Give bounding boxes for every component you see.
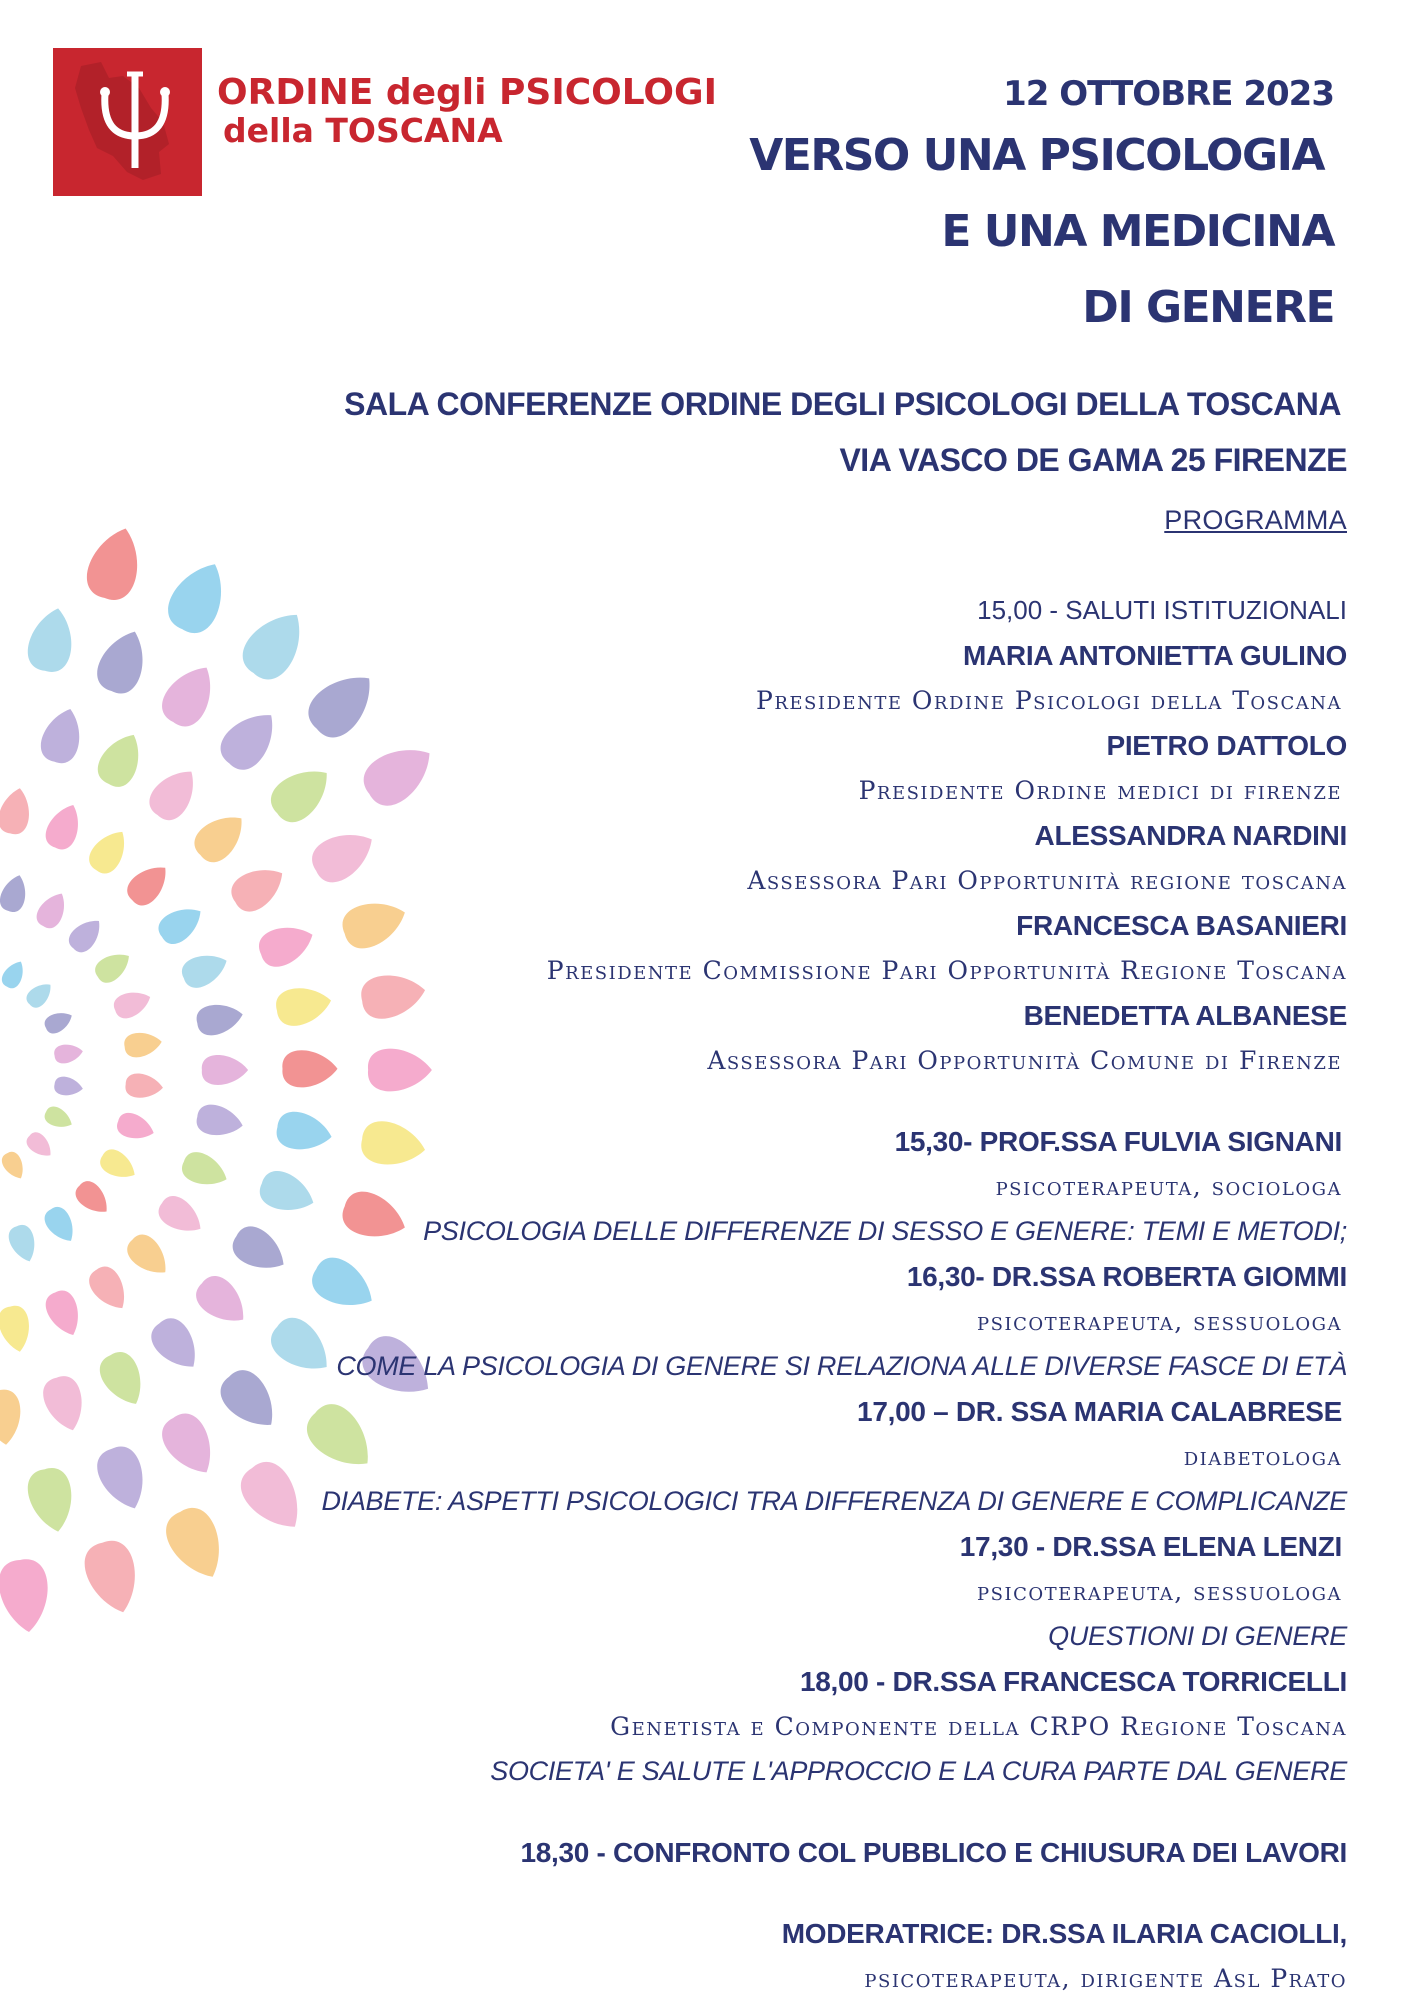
talk-topic: COME LA PSICOLOGIA DI GENERE SI RELAZIONA ALLE DIVERSE FASCE DI ETÀ — [336, 1351, 1347, 1381]
talk-time-speaker: 17,00 – DR. SSA MARIA CALABRESE — [857, 1396, 1342, 1427]
petal — [123, 1030, 163, 1059]
talk-time-speaker: 18,00 - DR.SSA FRANCESCA TORRICELLI — [800, 1666, 1347, 1697]
org-name-line1: ORDINE degli PSICOLOGI — [217, 72, 717, 113]
petal — [0, 1303, 35, 1355]
petal — [42, 1007, 76, 1036]
petal — [36, 704, 88, 768]
petal — [194, 1000, 245, 1038]
programma-heading: PROGRAMMA — [1164, 505, 1347, 535]
petal — [23, 978, 57, 1011]
petal — [0, 1388, 24, 1447]
petal — [0, 1557, 53, 1635]
petal — [202, 1055, 248, 1085]
petal — [145, 1312, 208, 1378]
talk-speaker-role: psicoterapeuta, sociologa — [995, 1172, 1342, 1201]
talk-time-speaker: 16,30- DR.SSA ROBERTA GIOMMI — [906, 1261, 1347, 1292]
petal — [194, 1102, 245, 1140]
petal — [0, 872, 31, 915]
talk-speaker-role: diabetologa — [1183, 1442, 1342, 1471]
speaker-name: FRANCESCA BASANIERI — [1016, 910, 1347, 941]
title-line-1: VERSO UNA PSICOLOGIA — [749, 130, 1324, 181]
moderator: MODERATRICE: DR.SSA ILARIA CACIOLLI, — [781, 1918, 1347, 1949]
petal — [0, 957, 29, 991]
talk-topic: QUESTIONI DI GENERE — [1048, 1621, 1347, 1651]
petal — [24, 604, 79, 675]
petal — [155, 1407, 225, 1484]
petal — [92, 726, 150, 792]
petal — [122, 857, 176, 911]
petal — [178, 1148, 232, 1193]
psi-icon — [53, 48, 202, 196]
petal — [161, 553, 237, 640]
talk-topic: SOCIETA' E SALUTE L'APPROCCIO E LA CURA PARTE DAL GENERE — [490, 1756, 1347, 1786]
petal — [188, 805, 254, 869]
petal — [71, 1177, 115, 1220]
petal — [122, 1229, 176, 1283]
petal — [155, 656, 225, 733]
petal — [65, 913, 108, 957]
venue-name: SALA CONFERENZE ORDINE DEGLI PSICOLOGI DELLA TOSCANA — [344, 386, 1341, 422]
talk-time-speaker: 17,30 - DR.SSA ELENA LENZI — [959, 1531, 1342, 1562]
org-name-line2: della TOSCANA — [223, 110, 503, 150]
petal — [84, 1261, 135, 1316]
closing-session: 18,30 - CONFRONTO COL PUBBLICO E CHIUSURA DEI LAVORI — [520, 1837, 1347, 1868]
speaker-role: Presidente Ordine medici di firenze — [858, 776, 1342, 805]
title-line-3: DI GENERE — [1082, 282, 1334, 333]
venue-address: VIA VASCO DE GAMA 25 FIRENZE — [839, 442, 1347, 478]
petal — [143, 760, 206, 826]
logo — [53, 48, 202, 196]
petal — [0, 1149, 29, 1183]
petal — [125, 1072, 164, 1099]
petal — [39, 1372, 91, 1436]
speaker-role: Presidente Ordine Psicologi della Toscana — [756, 686, 1342, 715]
petal — [159, 1501, 235, 1588]
greetings-time: 15,00 - SALUTI ISTITUZIONALI — [977, 595, 1347, 625]
speaker-role: Presidente Commissione Pari Opportunità Regione Toscana — [546, 956, 1347, 985]
petal — [154, 1191, 209, 1241]
talk-speaker-role: psicoterapeuta, sessuologa — [977, 1577, 1342, 1606]
petal — [94, 1347, 152, 1413]
petal — [53, 1042, 84, 1065]
talk-topic: PSICOLOGIA DELLE DIFFERENZE DI SESSO E GENERE: TEMI E METODI; — [423, 1216, 1347, 1246]
speaker-name: BENEDETTA ALBANESE — [1023, 1000, 1347, 1031]
petal — [96, 1145, 141, 1185]
petal — [42, 1104, 76, 1133]
petal — [81, 521, 149, 605]
petal — [91, 1441, 154, 1516]
petal — [53, 1075, 84, 1098]
event-header — [749, 74, 1334, 346]
speaker-role: Assessora Pari Opportunità regione toscana — [747, 866, 1347, 895]
speaker-role: Assessora Pari Opportunità Comune di Firenze — [707, 1046, 1342, 1075]
event-date: 12 OTTOBRE 2023 — [1003, 74, 1334, 114]
petal — [41, 799, 87, 853]
event-title — [749, 118, 1334, 346]
talk-speaker-role: Genetista e Componente della CRPO Regione Toscana — [610, 1712, 1347, 1741]
moderator-role: psicoterapeuta, dirigente Asl Prato — [864, 1964, 1347, 1993]
petal — [79, 1536, 146, 1620]
petal — [0, 785, 35, 837]
talk-topic: DIABETE: ASPETTI PSICOLOGICI TRA DIFFERENZA DI GENERE E COMPLICANZE — [321, 1486, 1347, 1516]
petal — [111, 986, 155, 1022]
petal — [40, 1203, 81, 1248]
petal — [114, 1110, 157, 1145]
petal — [91, 946, 136, 987]
petal — [41, 1286, 87, 1340]
talk-time-speaker: 15,30- PROF.SSA FULVIA SIGNANI — [894, 1126, 1342, 1157]
title-line-2: E UNA MEDICINA — [941, 206, 1334, 257]
petal — [154, 899, 209, 949]
petal — [178, 947, 232, 992]
petal — [84, 823, 135, 878]
speaker-name: MARIA ANTONIETTA GULINO — [962, 640, 1347, 671]
petal — [190, 1269, 256, 1333]
petal — [33, 888, 73, 933]
speaker-name: PIETRO DATTOLO — [1106, 730, 1347, 761]
petal — [23, 1129, 57, 1162]
petal — [91, 624, 154, 699]
venue — [344, 376, 1347, 488]
petal — [24, 1465, 79, 1536]
petal — [5, 1222, 41, 1266]
speaker-name: ALESSANDRA NARDINI — [1034, 820, 1347, 851]
talk-speaker-role: psicoterapeuta, sessuologa — [977, 1307, 1342, 1336]
logo-wordmark — [217, 74, 717, 149]
program-schedule — [247, 588, 1347, 2001]
